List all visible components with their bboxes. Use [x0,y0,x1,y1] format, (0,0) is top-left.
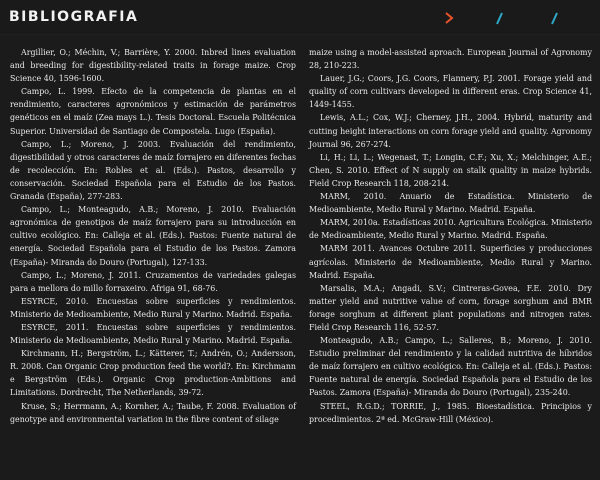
reference-entry: Marsalis, M.A.; Angadi, S.V.; Cintreras-Govea, F.E. 2010. Dry matter yield and nutritive value of corn, forage sorghum and BMR forage sorghum at different plant populations and nitrogen rates. Field Crop Research 116, 52-57. [309,283,592,332]
references-left-column [10,46,296,426]
orange-chevron-icon [444,11,454,25]
reference-entry: Campo, L.; Moreno, J. 2003. Evaluación del rendimiento, digestibilidad y otros caracteres de maíz forrajero en diferentes fechas de recolección. En: Robles et al. (Eds.). Pastos, desarrollo y conservación. Sociedad Española para el Estudio de los Pastos. Granada (España), 277-283. [10,139,296,202]
reference-entry: Kruse, S.; Herrmann, A.; Kornher, A.; Taube, F. 2008. Evaluation of genotype and environmental variation in the fibre content of silage [10,401,296,424]
section-title: BIBLIOGRAFIA [9,9,139,25]
reference-entry: Monteagudo, A.B.; Campo, L.; Salleres, B.; Moreno, J. 2010. Estudio preliminar del rendimiento y la calidad nutritiva de híbridos de maíz forrajero en cultivo ecológico. En: Calleja et al. (Eds.). Pastos: Fuente natural de energía. Sociedad Española para el Estudio de los Pastos. Zamora (España)- Miranda do Douro (Portugal), 235-240. [309,336,592,398]
teal-slash-icon [494,11,504,25]
reference-entry: Campo, L.; Moreno, J. 2011. Cruzamentos de variedades galegas para a mellora do millo forraxeiro. Afriga 91, 68-76. [10,270,296,293]
reference-entry: Argillier, O.; Méchin, V.; Barrière, Y. 2000. Inbred lines evaluation and breeding for digestibility-related traits in forage maize. Crop Science 40, 1596-1600. [10,48,296,84]
reference-entry: MARM, 2010a. Estadísticas 2010. Agricultura Ecológica. Ministerio de Medioambiente, Medio Rural y Marino. Madrid. España. [309,218,592,241]
references-right-column [309,46,592,426]
reference-entry: Campo, L.; Monteagudo, A.B.; Moreno, J. 2010. Evaluación agronómica de genotipos de maíz forrajero para su introducción en cultivo ecológico. En: Calleja et al. (Eds.). Pastos: Fuente natural de energía. Sociedad Española para el Estudio de los Pastos. Zamora (España)- Miranda do Douro (Portugal), 127-133. [10,205,296,267]
reference-entry: Li, H.; Li, L.; Wegenast, T.; Longin, C.F.; Xu, X.; Melchinger, A.E.; Chen, S. 2010. Effect of N supply on stalk quality in maize hybrids. Field Crop Research 118, 208-214. [309,152,592,188]
reference-entry: Kirchmann, H.; Bergström, L.; Kätterer, T.; Andrén, O.; Andersson, R. 2008. Can Organic Crop production feed the world?. En: Kirchmann e Bergström (Eds.). Organic Crop production-Ambitions and Limitations. Dordrecht, The Netherlands, 39-72. [10,349,296,398]
reference-entry: ESYRCE, 2010. Encuestas sobre superficies y rendimientos. Ministerio de Medioambiente, Medio Rural y Marino. Madrid. España. [10,296,296,319]
reference-entry: MARM 2011. Avances Octubre 2011. Superficies y producciones agrícolas. Ministerio de Medioambiente, Medio Rural y Marino. Madrid. España. [309,244,592,280]
teal-slash-icon-2 [549,11,559,25]
reference-entry: Campo, L. 1999. Efecto de la competencia de plantas en el rendimiento, caracteres agronómicos y estimación de parámetros genéticos en el maíz (Zea mays L.). Tesis Doctoral. Escuela Politécnica Superior. Universidad de Santiago de Compostela. Lugo (España). [10,87,296,136]
reference-entry: Lewis, A.L.; Cox, W.J.; Cherney, J.H., 2004. Hybrid, maturity and cutting height interactions on corn forage yield and quality. Agronomy Journal 96, 267-274. [309,113,592,149]
reference-entry: ESYRCE, 2011. Encuestas sobre superficies y rendimientos. Ministerio de Medioambiente, Medio Rural y Marino. Madrid. España. [10,322,296,346]
header-divider [0,34,600,35]
reference-entry: Lauer, J.G.; Coors, J.G. Coors, Flannery, P.J. 2001. Forage yield and quality of corn cultivars developed in different eras. Crop Science 41, 1449-1455. [309,74,592,110]
reference-entry-continued: maize using a model-assisted aproach. European Journal of Agronomy 28, 210-223. [309,48,592,71]
header-bar [0,0,600,34]
reference-entry: STEEL, R.G.D.; TORRIE, J., 1985. Bioestadística. Principios y procedimientos. 2ª ed. McGraw-Hill (México). [309,401,592,424]
reference-entry: MARM, 2010. Anuario de Estadística. Ministerio de Medioambiente, Medio Rural y Marino. Madrid. España. [309,192,592,215]
